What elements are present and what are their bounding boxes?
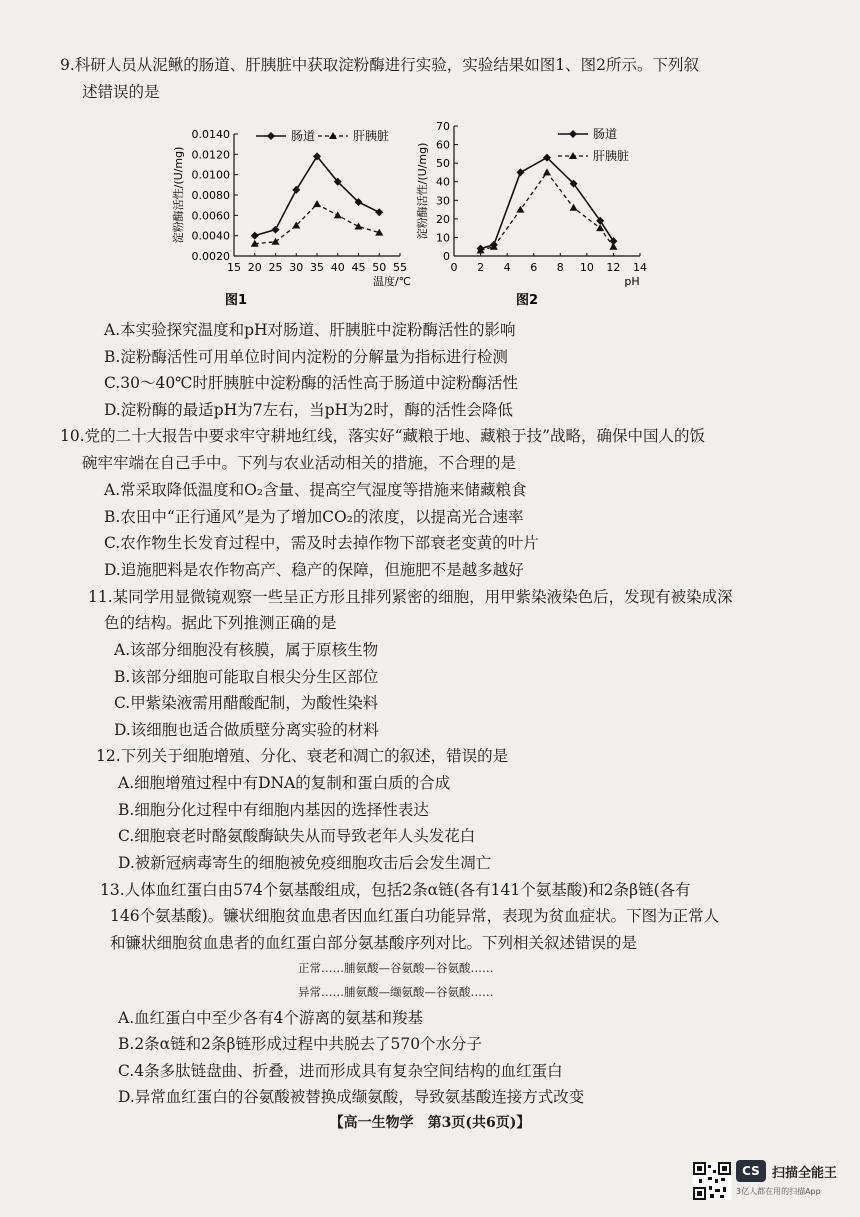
x-tick-label: 55 [393,261,407,274]
data-point-hepatopancreas [355,223,363,230]
y-tick-label: 0.0040 [191,229,230,243]
q9-stem-line2: 述错误的是 [82,83,160,101]
q10-option-d: D.追施肥料是农作物高产、稳产的保障，但施肥不是越多越好 [104,561,524,579]
q11-option-a: A.该部分细胞没有核膜，属于原核生物 [114,641,379,659]
x-tick-label: 35 [310,261,324,274]
x-axis-label: 温度/℃ [372,275,412,288]
q12-stem: 12.下列关于细胞增殖、分化、衰老和凋亡的叙述，错误的是 [96,747,509,765]
q13-option-a: A.血红蛋白中至少各有4个游离的氨基和羧基 [118,1009,423,1027]
legend-marker-intestine [569,130,577,138]
q10-option-a: A.常采取降低温度和O₂含量、提高空气湿度等措施来储藏粮食 [104,481,527,499]
y-axis-label: 淀粉酶活性/(U/mg) [172,146,185,244]
q11-stem-line2: 色的结构。据此下列推测正确的是 [104,614,337,632]
data-point-hepatopancreas [570,204,578,211]
q12-option-c: C.细胞衰老时酪氨酸酶缺失从而导致老年人头发花白 [118,827,476,845]
q13-stem-line1: 13.人体血红蛋白由574个氨基酸组成，包括2条α链(各有141个氨基酸)和2条β链(各有 [100,881,691,899]
y-axis-label: 淀粉酶活性/(U/mg) [416,142,429,240]
figure-1-chart [170,118,410,318]
q13-sequence-abnormal: 异常……脯氨酸—缬氨酸—谷氨酸…… [298,985,494,999]
q13-stem-line3: 和镰状细胞贫血患者的血红蛋白部分氨基酸序列对比。下列相关叙述错误的是 [110,934,638,952]
q9-option-a: A.本实验探究温度和pH对肠道、肝胰脏中淀粉酶活性的影响 [104,321,516,339]
q13-option-c: C.4条多肽链盘曲、折叠，进而形成具有复杂空间结构的血红蛋白 [118,1062,563,1080]
figure-2-chart [418,118,658,318]
x-tick-label: 40 [330,261,345,274]
x-axis-label: pH [624,275,640,288]
q12-option-d: D.被新冠病毒寄生的细胞被免疫细胞攻击后会发生凋亡 [118,854,492,872]
legend-label-hepatopancreas: 肝胰脏 [593,149,630,163]
q10-option-c: C.农作物生长发育过程中，需及时去掉作物下部衰老变黄的叶片 [104,534,539,552]
x-tick-label: 25 [268,261,283,274]
y-tick-label: 50 [436,157,450,171]
q9-stem-line1: 9.科研人员从泥鳅的肠道、肝胰脏中获取淀粉酶进行实验，实验结果如图1、图2所示。下列叙 [60,56,700,74]
q12-option-a: A.细胞增殖过程中有DNA的复制和蛋白质的合成 [118,774,451,792]
x-tick-label: 2 [477,261,485,274]
x-tick-label: 4 [503,261,511,274]
series-line-intestine [255,156,380,235]
data-point-hepatopancreas [313,200,321,207]
q10-stem-line1: 10.党的二十大报告中要求牢守耕地红线，落实好“藏粮于地、藏粮于技”战略，确保中国人的饭 [60,427,706,445]
x-tick-label: 15 [227,261,241,274]
q9-option-b: B.淀粉酶活性可用单位时间内淀粉的分解量为指标进行检测 [104,348,508,366]
legend-label-intestine: 肠道 [593,127,618,141]
y-tick-label: 40 [436,175,450,189]
y-tick-label: 30 [436,194,450,208]
legend-label-intestine: 肠道 [291,129,316,143]
q11-option-c: C.甲紫染液需用醋酸配制，为酸性染料 [114,694,379,712]
scanner-tagline: 3亿人都在用的扫描App [736,1187,821,1196]
y-tick-label: 0.0120 [191,148,230,162]
figure-1-caption: 图1 [225,293,248,308]
y-tick-label: 0.0020 [191,250,230,263]
data-point-hepatopancreas [334,211,342,218]
legend-label-hepatopancreas: 肝胰脏 [353,129,390,143]
x-tick-label: 14 [633,261,647,274]
q9-option-d: D.淀粉酶的最适pH为7左右，当pH为2时，酶的活性会降低 [104,401,513,419]
data-point-intestine [516,168,524,176]
y-tick-label: 60 [436,138,450,152]
data-point-hepatopancreas [543,168,551,175]
y-tick-label: 0.0080 [191,189,230,202]
q11-stem-line1: 11.某同学用显微镜观察一些呈正方形且排列紧密的细胞，用甲紫染液染色后，发现有被染成深 [88,588,733,606]
data-point-intestine [292,186,300,194]
x-tick-label: 8 [556,261,564,274]
q11-option-b: B.该部分细胞可能取自根尖分生区部位 [114,668,379,686]
y-tick-label: 10 [436,231,450,245]
x-tick-label: 45 [351,261,366,274]
scanner-app-name: 扫描全能王 [772,1166,838,1181]
x-tick-label: 12 [606,261,621,274]
y-tick-label: 0.0060 [191,209,230,223]
x-tick-label: 10 [579,261,594,274]
data-point-hepatopancreas [609,243,617,250]
q12-option-b: B.细胞分化过程中有细胞内基因的选择性表达 [118,801,429,819]
y-tick-label: 0 [443,250,450,263]
scanner-logo-icon: CS [736,1160,766,1182]
y-tick-label: 0.0140 [191,128,230,141]
qr-code-image [693,1162,731,1200]
q13-option-b: B.2条α链和2条β链形成过程中共脱去了570个水分子 [118,1035,483,1053]
x-tick-label: 30 [289,261,304,274]
question-9-stem [60,52,820,106]
y-tick-label: 20 [436,212,450,226]
data-point-intestine [251,232,259,240]
data-point-intestine [375,208,383,216]
legend-marker-intestine [267,132,275,140]
qr-code-icon [693,1162,731,1200]
page-footer: 【高一生物学 第3页(共6页)】 [329,1115,531,1131]
q13-stem-line2: 146个氨基酸)。镰状细胞贫血患者因血红蛋白功能异常，表现为贫血症状。下图为正常人 [110,907,720,925]
data-point-intestine [272,226,280,234]
series-line-hepatopancreas [255,204,380,244]
y-tick-label: 70 [436,120,450,133]
q10-option-b: B.农田中“正行通风”是为了增加CO₂的浓度，以提高光合速率 [104,508,524,526]
q10-stem-line2: 碗牢牢端在自己手中。下列与农业活动相关的措施，不合理的是 [82,454,517,472]
q9-option-c: C.30～40℃时肝胰脏中淀粉酶的活性高于肠道中淀粉酶活性 [104,374,519,392]
q13-option-d: D.异常血红蛋白的谷氨酸被替换成缬氨酸，导致氨基酸连接方式改变 [118,1088,585,1106]
figure-2-caption: 图2 [516,293,539,308]
y-tick-label: 0.0100 [191,168,230,182]
x-tick-label: 50 [372,261,387,274]
x-tick-label: 20 [247,261,262,274]
x-tick-label: 0 [450,261,458,274]
x-tick-label: 6 [530,261,538,274]
q11-option-d: D.该细胞也适合做质壁分离实验的材料 [114,721,379,739]
q13-sequence-normal: 正常……脯氨酸—谷氨酸—谷氨酸…… [298,961,494,975]
